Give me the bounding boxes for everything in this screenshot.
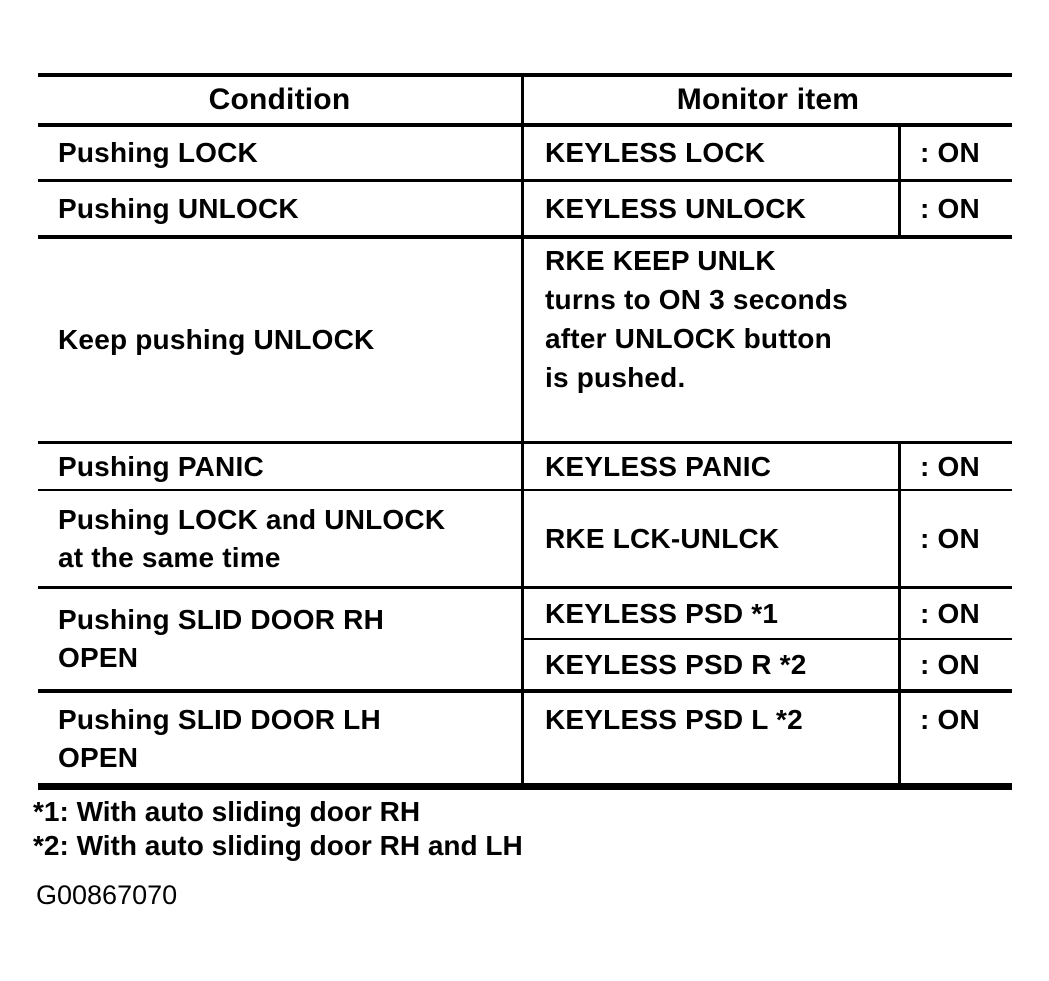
condition-text: Pushing PANIC	[58, 450, 264, 482]
monitor-text: KEYLESS UNLOCK	[545, 192, 807, 224]
row5-monitor-cell	[545, 492, 898, 586]
value-text: : ON	[920, 137, 980, 168]
row1-condition-cell	[58, 127, 521, 179]
row6a-monitor-cell	[545, 589, 898, 638]
footnote-2: *2: With auto sliding door RH and LH	[33, 830, 523, 861]
grid-line-column-divider-2b	[898, 441, 901, 790]
row4-value-cell	[920, 444, 1012, 489]
row1-monitor-cell	[545, 127, 898, 179]
header-monitor-item-label: Monitor item	[676, 83, 860, 116]
value-text: : ON	[920, 192, 980, 224]
condition-text-line: Pushing SLID DOOR LH	[58, 704, 381, 735]
condition-text: Keep pushing UNLOCK	[58, 324, 375, 355]
condition-text-line: OPEN	[58, 642, 139, 673]
row1-value-cell	[920, 127, 1012, 179]
row2-monitor-cell	[545, 182, 898, 235]
value-text: : ON	[920, 704, 980, 735]
grid-line-column-divider-2a	[898, 123, 901, 239]
condition-text-line: OPEN	[58, 742, 139, 773]
monitor-text-line: after UNLOCK button	[545, 323, 832, 354]
row7-monitor-cell	[545, 701, 898, 783]
footnote-1: *1: With auto sliding door RH	[33, 796, 421, 827]
row5-value-cell	[920, 492, 1012, 586]
row2-value-cell	[920, 182, 1012, 235]
condition-text: Pushing UNLOCK	[58, 192, 299, 224]
monitor-text: KEYLESS LOCK	[545, 137, 766, 168]
figure-id: G00867070	[36, 880, 178, 910]
value-text: : ON	[920, 523, 980, 554]
value-text: : ON	[920, 648, 980, 680]
monitor-text: KEYLESS PANIC	[545, 450, 772, 482]
grid-line-table-bottom	[38, 783, 1012, 790]
row6b-value-cell	[920, 640, 1012, 689]
monitor-text-line: turns to ON 3 seconds	[545, 284, 848, 315]
row4-condition-cell	[58, 444, 521, 489]
row6-condition-cell	[58, 589, 521, 689]
grid-line-row4-bottom	[38, 489, 1012, 491]
monitor-text: RKE LCK-UNLCK	[545, 523, 780, 554]
monitor-text-line: is pushed.	[545, 362, 686, 393]
row6a-value-cell	[920, 589, 1012, 638]
header-condition-label: Condition	[208, 83, 351, 116]
monitor-text-line: RKE KEEP UNLK	[545, 245, 776, 276]
row7-value-cell	[920, 701, 1012, 783]
grid-line-column-divider-1	[521, 73, 524, 790]
row6b-monitor-cell	[545, 640, 898, 689]
value-text: : ON	[920, 597, 980, 629]
header-condition	[38, 77, 521, 123]
grid-line-row6-bottom	[38, 689, 1012, 693]
row7-condition-cell	[58, 701, 521, 783]
monitor-text: KEYLESS PSD R *2	[545, 648, 807, 680]
monitor-text: KEYLESS PSD *1	[545, 597, 779, 629]
footnotes	[33, 795, 523, 863]
condition-text: Pushing LOCK	[58, 137, 258, 168]
row5-condition-cell	[58, 492, 521, 586]
header-monitor-item	[524, 77, 1012, 123]
condition-text-line: Pushing LOCK and UNLOCK	[58, 504, 446, 535]
monitor-text: KEYLESS PSD L *2	[545, 704, 803, 735]
row2-condition-cell	[58, 182, 521, 235]
condition-text-line: Pushing SLID DOOR RH	[58, 604, 384, 635]
row3-condition-cell	[58, 239, 521, 441]
row3-monitor-cell	[545, 241, 1012, 441]
condition-text-line: at the same time	[58, 542, 281, 573]
value-text: : ON	[920, 450, 980, 482]
row4-monitor-cell	[545, 444, 898, 489]
